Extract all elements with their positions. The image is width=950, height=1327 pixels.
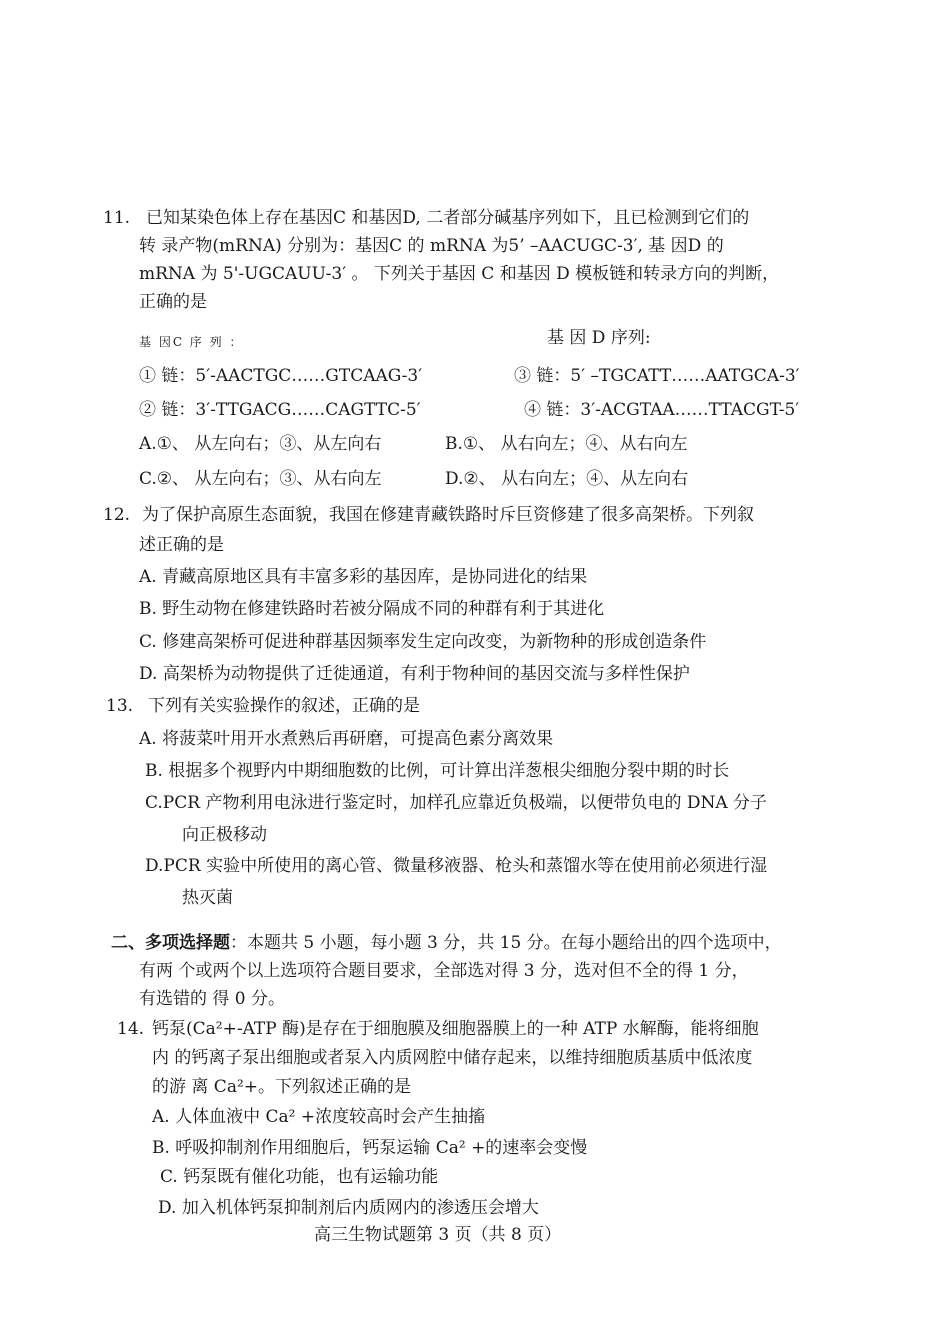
section-2-title: 二、多项选择题 [111, 933, 230, 953]
q11-stem-line1: 已知某染色体上存在基因C 和基因D, 二者部分碱基序列如下，且已检测到它们的 [146, 208, 750, 228]
chain-3: ③ 链：5′ –TGCATT……AATGCA-3′ [514, 366, 800, 386]
q13-option-b: B. 根据多个视野内中期细胞数的比例，可计算出洋葱根尖细胞分裂中期的时长 [145, 761, 730, 781]
q12-option-d: D. 高架桥为动物提供了迁徙通道，有利于物种间的基因交流与多样性保护 [139, 664, 690, 684]
page-footer: 高三生物试题第 3 页（共 8 页） [314, 1225, 562, 1245]
chain-4: ④ 链：3′-ACGTAA……TTACGT-5′ [524, 400, 800, 420]
q14-stem-line2: 内 的钙离子泵出细胞或者泵入内质网腔中储存起来，以维持细胞质基质中低浓度 [152, 1048, 753, 1068]
chain-1: ① 链：5′-AACTGC……GTCAAG-3′ [139, 366, 423, 386]
q14-option-c: C. 钙泵既有催化功能，也有运输功能 [160, 1167, 439, 1187]
gene-c-sequence-label: 基 因C 序 列 ： [139, 335, 244, 349]
q13-option-d-line2: 热灭菌 [182, 888, 233, 908]
gene-d-sequence-label: 基 因 D 序列: [547, 328, 651, 348]
q12-number: 12. [103, 505, 131, 525]
q13-stem: 下列有关实验操作的叙述，正确的是 [148, 696, 420, 716]
q12-option-a: A. 青藏高原地区具有丰富多彩的基因库，是协同进化的结果 [139, 567, 588, 587]
q13-number: 13. [106, 696, 134, 716]
q11-option-c: C.②、 从左向右；③、从右向左 [139, 469, 382, 489]
section-2-desc-line3: 有选错的 得 0 分。 [139, 989, 286, 1009]
q14-option-a: A. 人体血液中 Ca² +浓度较高时会产生抽搐 [152, 1107, 486, 1127]
q14-stem-line3: 的游 离 Ca²+。下列叙述正确的是 [152, 1077, 412, 1097]
chain-2: ② 链：3′-TTGACG……CAGTTC-5′ [139, 400, 421, 420]
section-2-desc-line2: 有两 个或两个以上选项符合题目要求，全部选对得 3 分，选对但不全的得 1 分， [139, 961, 749, 981]
q14-option-d: D. 加入机体钙泵抑制剂后内质网内的渗透压会增大 [158, 1198, 539, 1218]
q14-option-b: B. 呼吸抑制剂作用细胞后，钙泵运输 Ca² +的速率会变慢 [152, 1138, 588, 1158]
q11-stem-line2: 转 录产物(mRNA) 分别为：基因C 的 mRNA 为5’ –AACUGC-3′, 基 因D 的 [139, 236, 724, 256]
q12-stem-line2: 述正确的是 [139, 535, 224, 555]
q13-option-d-line1: D.PCR 实验中所使用的离心管、微量移液器、枪头和蒸馏水等在使用前必须进行湿 [145, 856, 768, 876]
q11-option-b: B.①、 从右向左；④、从右向左 [445, 434, 688, 454]
q12-stem-line1: 为了保护高原生态面貌，我国在修建青藏铁路时斥巨资修建了很多高架桥。下列叙 [142, 505, 754, 525]
q12-option-c: C. 修建高架桥可促进种群基因频率发生定向改变，为新物种的形成创造条件 [139, 632, 707, 652]
q11-option-d: D.②、 从右向左；④、从左向右 [445, 469, 689, 489]
q13-option-a: A. 将菠菜叶用开水煮熟后再研磨，可提高色素分离效果 [139, 729, 554, 749]
q11-stem-line4: 正确的是 [139, 292, 207, 312]
q14-stem-line1: 钙泵(Ca²+-ATP 酶)是存在于细胞膜及细胞器膜上的一种 ATP 水解酶，能将细胞 [152, 1019, 759, 1039]
q12-option-b: B. 野生动物在修建铁路时若被分隔成不同的种群有利于其进化 [139, 599, 605, 619]
q11-number: 11. [103, 208, 131, 228]
section-2-desc-line1: ：本题共 5 小题，每小题 3 分，共 15 分。在每小题给出的四个选项中， [230, 933, 782, 953]
q11-option-a: A.①、 从左向右；③、从左向右 [139, 434, 382, 454]
q11-stem-line3: mRNA 为 5'-UGCAUU-3′ 。 下列关于基因 C 和基因 D 模板链和转录方向的判断， [139, 264, 780, 284]
section-2-heading [111, 931, 782, 955]
q13-option-c-line2: 向正极移动 [182, 825, 267, 845]
q13-option-c-line1: C.PCR 产物利用电泳进行鉴定时，加样孔应靠近负极端，以便带负电的 DNA 分子 [145, 793, 768, 813]
q14-number: 14. [117, 1019, 145, 1039]
